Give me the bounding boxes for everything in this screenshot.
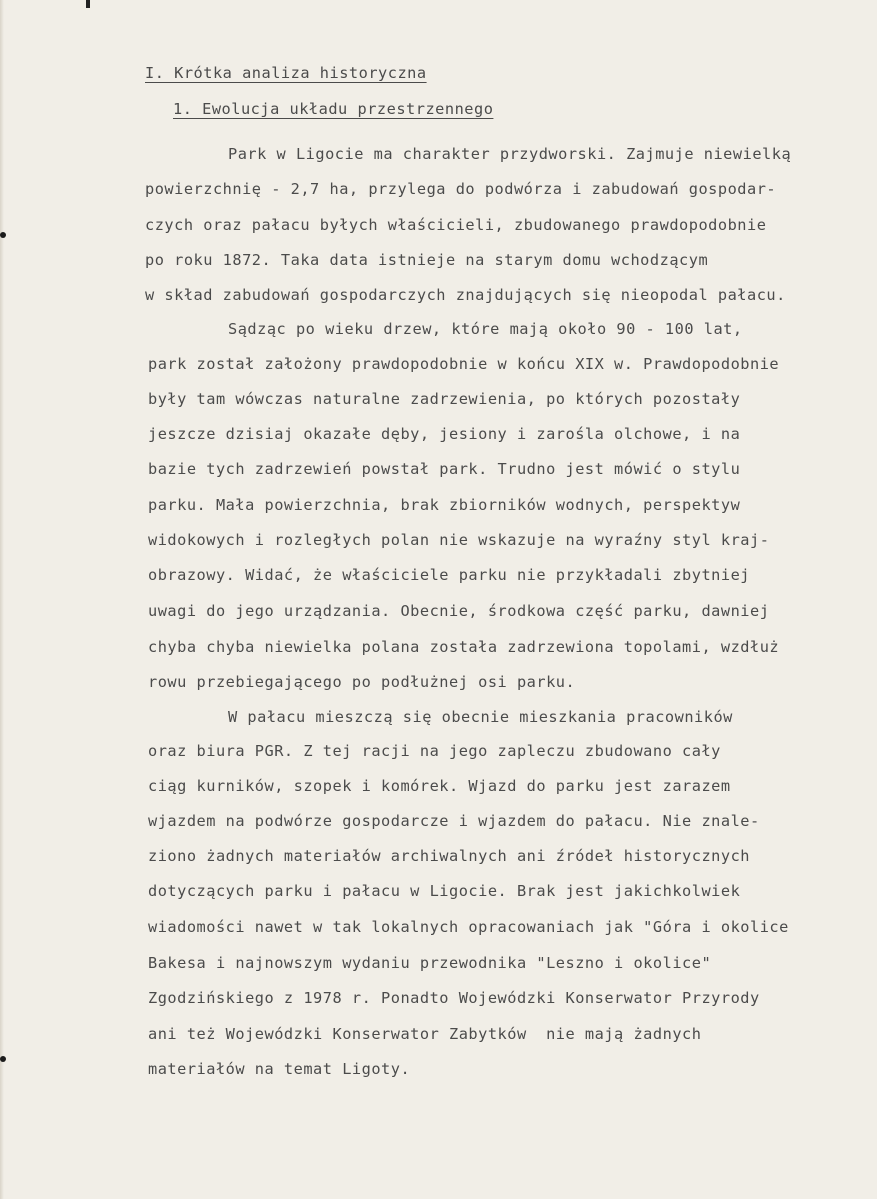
paragraph-2-line-7: widokowych i rozległych polan nie wskazuje na wyraźny styl kraj- bbox=[148, 531, 770, 549]
section-heading: I. Krótka analiza historyczna bbox=[145, 64, 427, 82]
paragraph-3-line-4: wjazdem na podwórze gospodarcze i wjazdem do pałacu. Nie znale- bbox=[148, 812, 760, 830]
paragraph-3-line-9: Zgodzińskiego z 1978 r. Ponadto Wojewódzki Konserwator Przyrody bbox=[148, 989, 760, 1007]
staple-mark bbox=[86, 0, 90, 8]
paragraph-3-line-3: ciąg kurników, szopek i komórek. Wjazd do parku jest zarazem bbox=[148, 777, 731, 795]
binding-hole-mark bbox=[0, 1056, 6, 1062]
paragraph-2-line-9: uwagi do jego urządzania. Obecnie, środkowa część parku, dawniej bbox=[148, 602, 770, 620]
paragraph-3-line-5: ziono żadnych materiałów archiwalnych ani źródeł historycznych bbox=[148, 847, 750, 865]
paragraph-3-line-10: ani też Wojewódzki Konserwator Zabytków nie mają żadnych bbox=[148, 1025, 702, 1043]
paragraph-1-line-4: po roku 1872. Taka data istnieje na starym domu wchodzącym bbox=[145, 251, 709, 269]
paragraph-1-line-5: w skład zabudowań gospodarczych znajdujących się nieopodal pałacu. bbox=[145, 286, 786, 304]
page-edge-shadow bbox=[0, 0, 4, 1199]
paragraph-2-line-4: jeszcze dzisiaj okazałe dęby, jesiony i zarośla olchowe, i na bbox=[148, 425, 741, 443]
paragraph-3-line-1: W pałacu mieszczą się obecnie mieszkania pracowników bbox=[228, 708, 733, 726]
paragraph-2-line-3: były tam wówczas naturalne zadrzewienia, po których pozostały bbox=[148, 390, 741, 408]
paragraph-2-line-2: park został założony prawdopodobnie w końcu XIX w. Prawdopodobnie bbox=[148, 355, 780, 373]
paragraph-3-line-8: Bakesa i najnowszym wydaniu przewodnika "Leszno i okolice" bbox=[148, 954, 712, 972]
paragraph-3-line-2: oraz biura PGR. Z tej racji na jego zapleczu zbudowano cały bbox=[148, 742, 721, 760]
subsection-heading: 1. Ewolucja układu przestrzennego bbox=[173, 100, 494, 118]
paragraph-2-line-8: obrazowy. Widać, że właściciele parku nie przykładali zbytniej bbox=[148, 566, 750, 584]
paragraph-2-line-5: bazie tych zadrzewień powstał park. Trudno jest mówić o stylu bbox=[148, 460, 741, 478]
paragraph-1-line-2: powierzchnię - 2,7 ha, przylega do podwórza i zabudowań gospodar- bbox=[145, 180, 777, 198]
paragraph-2-line-10: chyba chyba niewielka polana została zadrzewiona topolami, wzdłuż bbox=[148, 638, 780, 656]
paragraph-3-line-6: dotyczących parku i pałacu w Ligocie. Brak jest jakichkolwiek bbox=[148, 882, 741, 900]
paragraph-3-line-7: wiadomości nawet w tak lokalnych opracowaniach jak "Góra i okolice bbox=[148, 918, 789, 936]
paragraph-1-line-3: czych oraz pałacu byłych właścicieli, zbudowanego prawdopodobnie bbox=[145, 216, 767, 234]
paragraph-2-line-11: rowu przebiegającego po podłużnej osi parku. bbox=[148, 673, 576, 691]
paragraph-3-line-11: materiałów na temat Ligoty. bbox=[148, 1060, 411, 1078]
paragraph-1-line-1: Park w Ligocie ma charakter przydworski. Zajmuje niewielką bbox=[228, 145, 792, 163]
paragraph-2-line-6: parku. Mała powierzchnia, brak zbiorników wodnych, perspektyw bbox=[148, 496, 741, 514]
binding-hole-mark bbox=[0, 232, 6, 238]
paragraph-2-line-1: Sądząc po wieku drzew, które mają około 90 - 100 lat, bbox=[228, 320, 743, 338]
